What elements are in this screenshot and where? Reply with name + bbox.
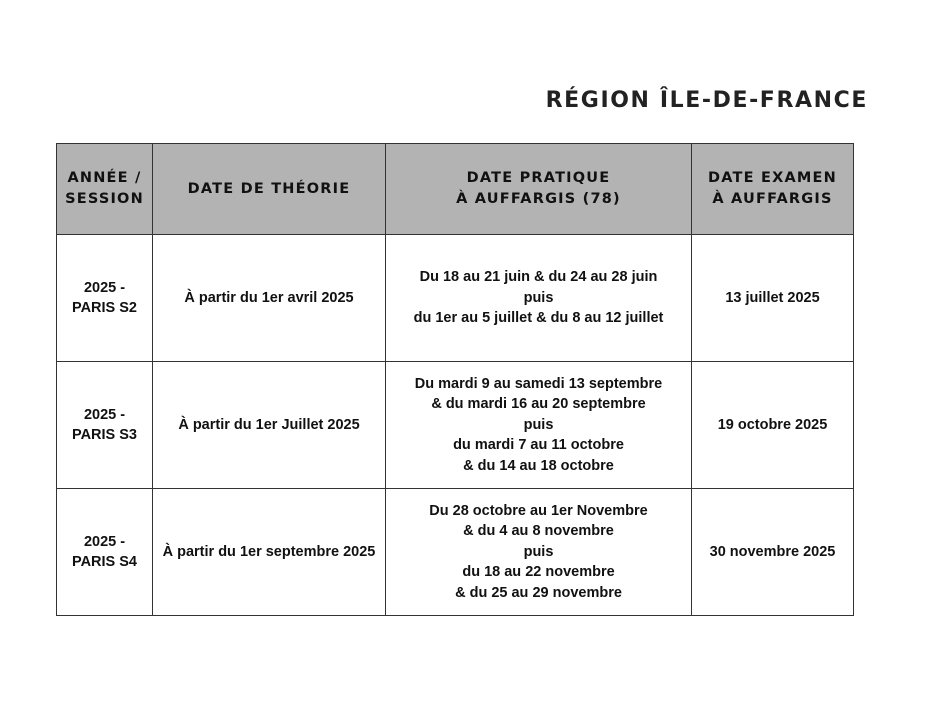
cell-theory-date: À partir du 1er septembre 2025 bbox=[153, 489, 386, 616]
table-row bbox=[57, 235, 854, 362]
session-schedule-table bbox=[56, 143, 854, 616]
cell-practice-date: Du 28 octobre au 1er Novembre & du 4 au 8 novembre puis du 18 au 22 novembre & du 25 au 29 novembre bbox=[386, 489, 692, 616]
page-title: RÉGION ÎLE-DE-FRANCE bbox=[545, 88, 868, 113]
header-session: ANNÉE / SESSION bbox=[57, 144, 153, 235]
cell-practice-date: Du 18 au 21 juin & du 24 au 28 juin puis du 1er au 5 juillet & du 8 au 12 juillet bbox=[386, 235, 692, 362]
cell-theory-date: À partir du 1er avril 2025 bbox=[153, 235, 386, 362]
table-header-row bbox=[57, 144, 854, 235]
table-row bbox=[57, 489, 854, 616]
cell-practice-date: Du mardi 9 au samedi 13 septembre & du mardi 16 au 20 septembre puis du mardi 7 au 11 octobre & du 14 au 18 octobre bbox=[386, 362, 692, 489]
cell-session: 2025 - PARIS S3 bbox=[57, 362, 153, 489]
header-theory-date: DATE DE THÉORIE bbox=[153, 144, 386, 235]
cell-exam-date: 19 octobre 2025 bbox=[692, 362, 854, 489]
cell-session: 2025 - PARIS S4 bbox=[57, 489, 153, 616]
header-exam-date: DATE EXAMEN À AUFFARGIS bbox=[692, 144, 854, 235]
table-row bbox=[57, 362, 854, 489]
cell-theory-date: À partir du 1er Juillet 2025 bbox=[153, 362, 386, 489]
cell-exam-date: 13 juillet 2025 bbox=[692, 235, 854, 362]
cell-exam-date: 30 novembre 2025 bbox=[692, 489, 854, 616]
cell-session: 2025 - PARIS S2 bbox=[57, 235, 153, 362]
header-practice-date: DATE PRATIQUE À AUFFARGIS (78) bbox=[386, 144, 692, 235]
